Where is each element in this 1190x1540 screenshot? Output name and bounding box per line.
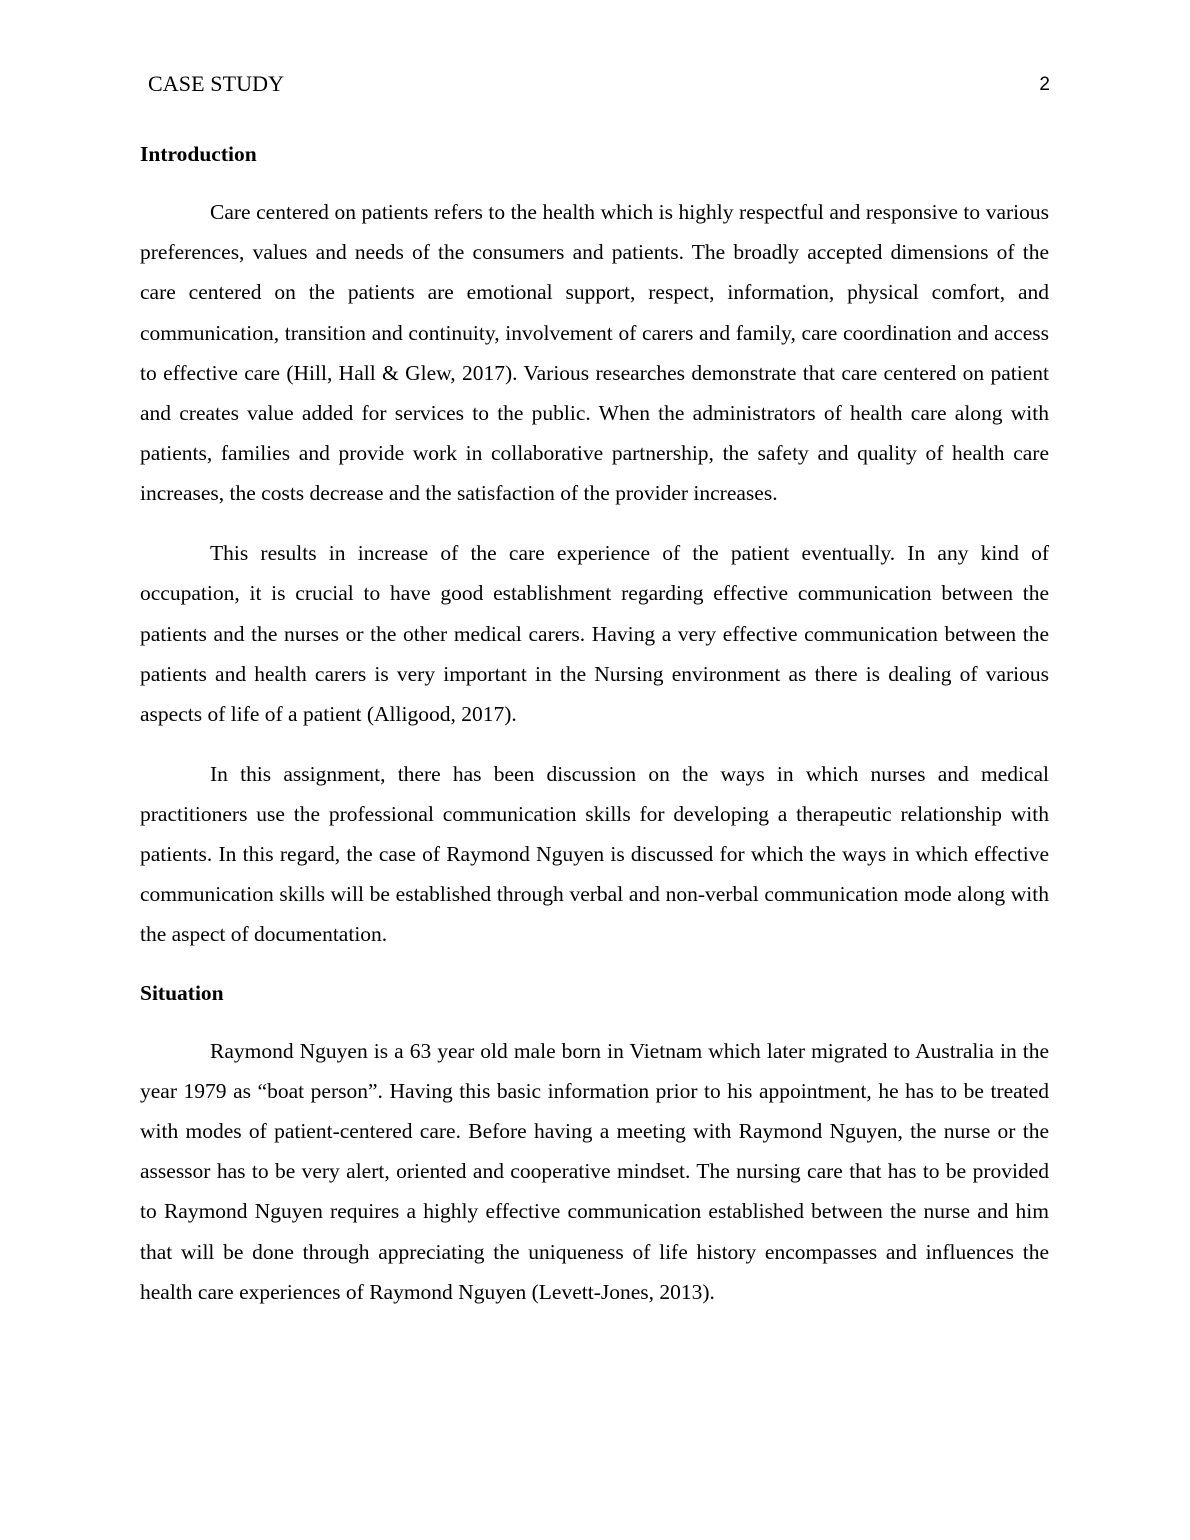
- section-heading-introduction: Introduction: [140, 142, 257, 166]
- paragraph: Raymond Nguyen is a 63 year old male born in Vietnam which later migrated to Australia in the year 1979 as “boat person”. Having this basic information prior to his appointment, he has to be treated with modes of patient-centered care. Before having a meeting with Raymond Nguyen, the nurse or the assessor has to be very alert, oriented and cooperative mindset. The nursing care that has to be provided to Raymond Nguyen requires a highly effective communication established between the nurse and him that will be done through appreciating the uniqueness of life history encompasses and influences the health care experiences of Raymond Nguyen (Levett-Jones, 2013).: [140, 1038, 1049, 1304]
- paragraph: In this assignment, there has been discussion on the ways in which nurses and medical practitioners use the professional communication skills for developing a therapeutic relationship with patients. In this regard, the case of Raymond Nguyen is discussed for which the ways in which effective communication skills will be established through verbal and non-verbal communication mode along with the aspect of documentation.: [140, 761, 1049, 947]
- page-number: 2: [1039, 74, 1050, 95]
- paragraph: Care centered on patients refers to the health which is highly respectful and responsive to various preferences, values and needs of the consumers and patients. The broadly accepted dimensions of the care centered on the patients are emotional support, respect, information, physical comfort, and communication, transition and continuity, involvement of carers and family, care coordination and access to effective care (Hill, Hall & Glew, 2017). Various researches demonstrate that care centered on patient and creates value added for services to the public. When the administrators of health care along with patients, families and provide work in collaborative partnership, the safety and quality of health care increases, the costs decrease and the satisfaction of the provider increases.: [140, 200, 1049, 506]
- section-heading-situation: Situation: [140, 980, 224, 1005]
- paragraph: This results in increase of the care experience of the patient eventually. In any kind of occupation, it is crucial to have good establishment regarding effective communication between the patients and the nurses or the other medical carers. Having a very effective communication between the patients and health carers is very important in the Nursing environment as there is dealing of various aspects of life of a patient (Alligood, 2017).: [140, 541, 1049, 726]
- running-head: CASE STUDY: [148, 71, 285, 96]
- document-body: [140, 136, 1049, 1312]
